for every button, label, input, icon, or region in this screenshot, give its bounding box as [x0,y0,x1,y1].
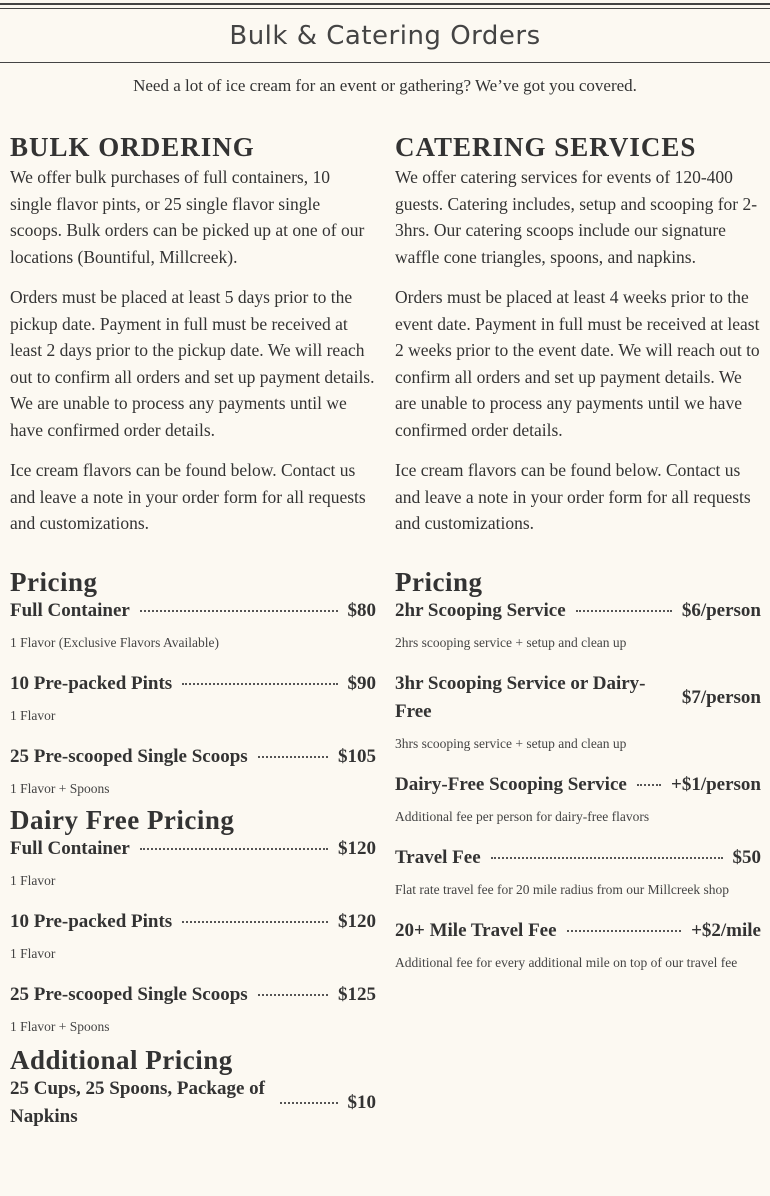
price-item [10,670,376,726]
item-price: +$1/person [671,773,761,795]
bulk-heading: BULK ORDERING [10,132,255,162]
item-name: Full Container [10,599,130,621]
price-item [395,844,761,900]
price-item [10,835,376,891]
bulk-ordering-section [10,130,376,1148]
item-name: Full Container [10,837,130,859]
top-rule [0,3,770,5]
page-title: Bulk & Catering Orders [0,12,770,63]
leader-dots [258,756,328,758]
price-item [10,1075,376,1131]
price-item [10,597,376,653]
item-description: 1 Flavor (Exclusive Flavors Available) [10,634,219,650]
item-name: 25 Cups, 25 Spoons, Package of Napkins [10,1077,265,1127]
item-name: 20+ Mile Travel Fee [395,919,557,941]
item-price: $120 [338,910,376,932]
item-price: $6/person [681,599,761,621]
item-description: Flat rate travel fee for 20 mile radius from our Millcreek shop [395,881,730,897]
item-price: $7/person [681,686,761,708]
intro-text: Need a lot of ice cream for an event or gathering? We’ve got you covered. [133,76,637,95]
item-name: Travel Fee [395,846,481,868]
item-name: 2hr Scooping Service [395,599,566,621]
catering-heading: CATERING SERVICES [395,132,697,162]
item-description: 1 Flavor [10,707,56,723]
price-item [395,670,761,754]
item-description: 1 Flavor + Spoons [10,780,110,796]
bulk-paragraph: Orders must be placed at least 5 days prior to the pickup date. Payment in full must be received at least 2 days prior to the pickup date. We will reach out to confirm all orders and set up payment details. We are unable to process any payments until we have confirmed order details. [10,287,375,440]
item-price: $10 [347,1091,376,1113]
item-name: 10 Pre-packed Pints [10,910,173,932]
item-price: $120 [338,837,376,859]
item-price: $105 [338,745,376,767]
price-item [395,917,761,973]
item-name: 25 Pre-scooped Single Scoops [10,983,248,1005]
item-description: Additional fee per person for dairy-free flavors [395,808,650,824]
item-price: $90 [347,672,376,694]
leader-dots [567,930,682,932]
leader-dots [665,697,672,699]
item-description: 1 Flavor [10,945,56,961]
catering-paragraph: We offer catering services for events of 120-400 guests. Catering includes, setup and scooping for 2-3hrs. Our catering scoops include our signature waffle cone triangles, spoons, and napkins. [395,167,758,267]
price-item [10,743,376,799]
leader-dots [258,994,328,996]
price-item [10,908,376,964]
leader-dots [182,921,328,923]
item-description: 1 Flavor + Spoons [10,1018,110,1034]
item-name: 25 Pre-scooped Single Scoops [10,745,248,767]
price-item [10,981,376,1037]
leader-dots [637,784,661,786]
dairy-free-pricing-heading: Dairy Free Pricing [10,804,235,835]
catering-paragraph: Ice cream flavors can be found below. Contact us and leave a note in your order form for all requests and customizations. [395,460,751,533]
price-item [395,597,761,653]
price-item [395,771,761,827]
bulk-paragraph: Ice cream flavors can be found below. Contact us and leave a note in your order form for all requests and customizations. [10,460,366,533]
item-description: 1 Flavor [10,872,56,888]
leader-dots [491,857,723,859]
item-price: $80 [347,599,376,621]
item-description: 3hrs scooping service + setup and clean up [395,735,627,751]
leader-dots [182,683,337,685]
item-name: 3hr Scooping Service or Dairy-Free [395,672,646,722]
catering-pricing-heading: Pricing [395,566,483,597]
catering-services-section [395,130,761,990]
item-name: 10 Pre-packed Pints [10,672,173,694]
bulk-pricing-heading: Pricing [10,566,98,597]
leader-dots [576,610,672,612]
item-price: $125 [338,983,376,1005]
top-rule-thin [0,8,770,9]
leader-dots [140,848,328,850]
item-name: Dairy-Free Scooping Service [395,773,627,795]
item-description: Additional fee for every additional mile on top of our travel fee [395,954,738,970]
catering-paragraph: Orders must be placed at least 4 weeks prior to the event date. Payment in full must be received at least 2 weeks prior to the event date. We will reach out to confirm all orders and set up payment details. We are unable to process any payments until we have confirmed order details. [395,287,760,440]
item-price: $50 [732,846,761,868]
item-description: 2hrs scooping service + setup and clean up [395,634,627,650]
leader-dots [280,1102,338,1104]
leader-dots [140,610,338,612]
additional-pricing-heading: Additional Pricing [10,1044,233,1075]
bulk-paragraph: We offer bulk purchases of full containers, 10 single flavor pints, or 25 single flavor single scoops. Bulk orders can be picked up at one of our locations (Bountiful, Millcreek). [10,167,365,267]
item-price: +$2/mile [691,919,761,941]
